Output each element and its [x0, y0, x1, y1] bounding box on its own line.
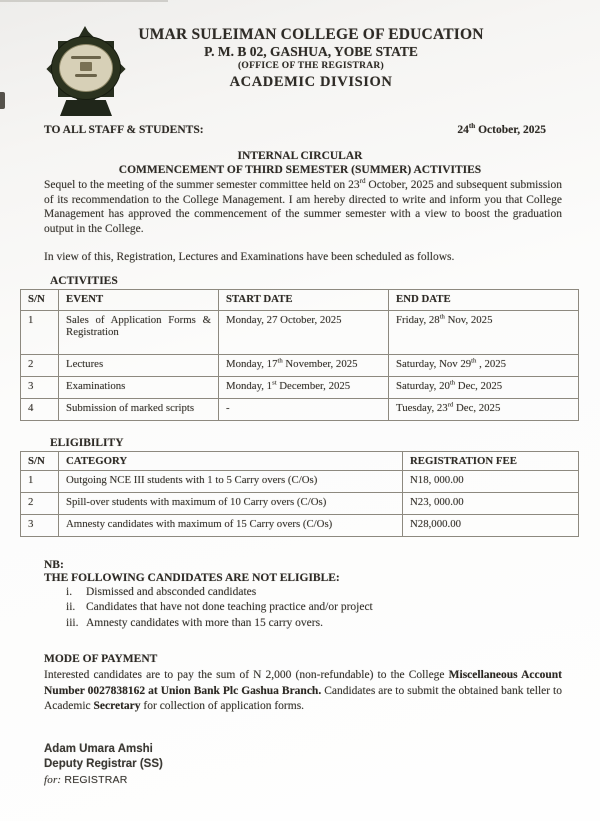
header-start: START DATE	[219, 289, 389, 310]
activities-section-title: ACTIVITIES	[50, 274, 118, 287]
table-row: 2 Lectures Monday, 17th November, 2025 Saturday, Nov 29th , 2025	[21, 354, 579, 376]
table-row: 4 Submission of marked scripts - Tuesday, 23rd Dec, 2025	[21, 398, 579, 420]
scan-artifact-left	[0, 92, 5, 109]
table-row: 1 Outgoing NCE III students with 1 to 5 Carry overs (C/Os) N18, 000.00	[21, 470, 579, 492]
table-row: 1 Sales of Application Forms & Registration Monday, 27 October, 2025 Friday, 28th Nov, 2025	[21, 310, 579, 354]
nb-section	[0, 537, 600, 631]
circular-subject	[0, 149, 600, 177]
seal-face	[59, 44, 113, 92]
schedule-note: In view of this, Registration, Lectures and Examinations have been scheduled as follows.	[44, 251, 455, 263]
activities-table	[20, 289, 579, 421]
intro-paragraph: Sequel to the meeting of the summer semester committee held on 23rd October, 2025 and subsequent submission of its recommendation to the College Management. I am hereby directed to write and inform you that College Management has approved the commencement of the summer semester with a view to boost the graduation output in the College.	[44, 177, 562, 235]
academic-division: ACADEMIC DIVISION	[229, 74, 393, 90]
letterhead	[0, 0, 600, 118]
letterhead-text	[130, 25, 492, 92]
seal-base	[60, 100, 112, 116]
payment-paragraph: Interested candidates are to pay the sum of N 2,000 (non-refundable) to the College Miscellaneous Account Number 0027838162 at Union Bank Plc Gashua Branch. Candidates are to submit the obtained bank teller to Academic Secretary for collection of application forms.	[44, 669, 563, 712]
college-name: UMAR SULEIMAN COLLEGE OF EDUCATION	[138, 26, 484, 43]
eligibility-section-title: ELIGIBILITY	[50, 436, 124, 449]
circular-date: 24th October, 2025	[457, 122, 546, 136]
header-end: END DATE	[389, 289, 579, 310]
nb-heading: THE FOLLOWING CANDIDATES ARE NOT ELIGIBLE:	[44, 571, 340, 584]
nb-label: NB:	[44, 558, 64, 571]
table-header-row	[21, 289, 579, 310]
registrar-office: (OFFICE OF THE REGISTRAR)	[237, 61, 385, 71]
eligibility-table	[20, 451, 579, 537]
table-row: 2 Spill-over students with maximum of 10 Carry overs (C/Os) N23, 000.00	[21, 492, 579, 514]
header-sn: S/N	[21, 451, 59, 470]
recipient-line: TO ALL STAFF & STUDENTS:	[44, 124, 204, 136]
signatory-name: Adam Umara Amshi	[44, 742, 153, 755]
list-item: i. Dismissed and absconded candidates	[66, 585, 257, 598]
table-row: 3 Examinations Monday, 1st December, 2025 Saturday, 20th Dec, 2025	[21, 376, 579, 398]
scan-artifact-top	[0, 0, 168, 2]
signatory-title: Deputy Registrar (SS)	[44, 758, 163, 770]
signature-block	[0, 715, 600, 788]
header-event: EVENT	[59, 289, 219, 310]
circular-title: INTERNAL CIRCULAR	[237, 150, 363, 162]
list-item: iii. Amnesty candidates with more than 15 carry overs.	[66, 616, 323, 629]
signatory-for-line: for: REGISTRAR	[44, 773, 128, 786]
circular-subtitle: COMMENCEMENT OF THIRD SEMESTER (SUMMER) ACTIVITIES	[118, 164, 482, 176]
table-row: 3 Amnesty candidates with maximum of 15 Carry overs (C/Os) N28,000.00	[21, 514, 579, 536]
header-fee: REGISTRATION FEE	[403, 451, 579, 470]
header-sn: S/N	[21, 289, 59, 310]
college-seal-icon	[44, 28, 128, 116]
college-address: P. M. B 02, GASHUA, YOBE STATE	[204, 44, 418, 59]
header-category: CATEGORY	[59, 451, 403, 470]
payment-section	[0, 630, 600, 715]
payment-title: MODE OF PAYMENT	[44, 653, 158, 665]
recipient-date-row	[0, 118, 600, 136]
table-header-row	[21, 451, 579, 470]
list-item: ii. Candidates that have not done teaching practice and/or project	[66, 601, 373, 613]
